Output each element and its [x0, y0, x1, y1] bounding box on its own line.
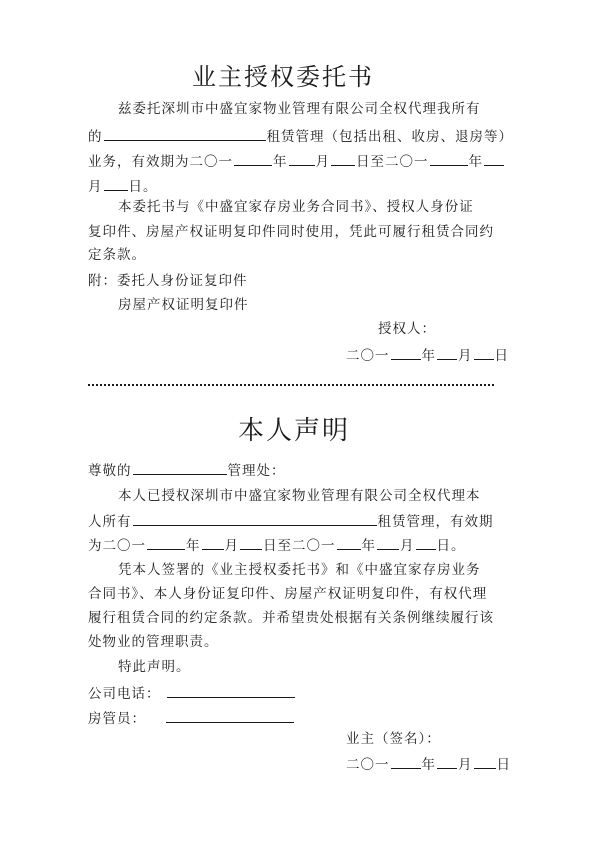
decl-start-month-blank[interactable] — [202, 535, 224, 550]
auth-line-2 — [88, 126, 513, 146]
salutation-line — [88, 460, 286, 480]
decl-line-2 — [88, 511, 494, 531]
end-month-blank[interactable] — [484, 151, 504, 166]
auth-para2-line-1: 本委托书与《中盛宜家存房业务合同书》、授权人身份证 — [118, 199, 474, 215]
company-phone-blank[interactable] — [167, 683, 295, 698]
decl-end-month-blank[interactable] — [377, 535, 399, 550]
decl-property-blank[interactable] — [133, 511, 377, 526]
month-label: 月 — [458, 348, 473, 364]
decl-day-to-text: 日至二〇一 — [263, 538, 336, 554]
date-prefix: 二〇一 — [346, 757, 390, 773]
decl-line-2-pre: 人所有 — [88, 514, 132, 530]
month-label: 月 — [315, 154, 330, 170]
auth-line-1: 兹委托深圳市中盛宜家物业管理有限公司全权代理我所有 — [118, 101, 481, 117]
end-year-blank[interactable] — [430, 151, 468, 166]
management-office-blank[interactable] — [133, 460, 227, 475]
decl-para2-line-1: 凭本人签署的《业主授权委托书》和《中盛宜家存房业务 — [118, 562, 481, 578]
decl-validity-text: 为二〇一 — [88, 538, 146, 554]
company-phone-label: 公司电话： — [88, 686, 161, 702]
authorizer-signature-label: 授权人： — [378, 321, 436, 337]
auth-line-2-post: 租赁管理（包括出租、收房、退房等） — [266, 129, 513, 145]
year-label: 年 — [421, 348, 436, 364]
owner-signature-label: 业主（签名）： — [346, 731, 441, 747]
closing-remark: 特此声明。 — [118, 659, 191, 675]
decl-para2-line-2: 合同书》、本人身份证复印件、房屋产权证明复印件，有权代理 — [88, 586, 488, 602]
decl-sign-month-blank[interactable] — [437, 754, 457, 769]
end-day-blank[interactable] — [104, 176, 128, 191]
decl-line-2-post: 租赁管理，有效期 — [377, 514, 494, 530]
month-label: 月 — [400, 538, 415, 554]
date-prefix: 二〇一 — [346, 348, 390, 364]
salutation-post: 管理处： — [227, 463, 286, 479]
decl-line-1: 本人已授权深圳市中盛宜家物业管理有限公司全权代理本 — [118, 488, 481, 504]
sign-year-blank[interactable] — [391, 345, 421, 360]
salutation-pre: 尊敬的 — [88, 463, 132, 479]
decl-start-year-blank[interactable] — [147, 535, 185, 550]
decl-end-year-blank[interactable] — [337, 535, 361, 550]
start-month-blank[interactable] — [289, 151, 315, 166]
validity-text: 业务，有效期为二〇一 — [88, 154, 233, 170]
year-label: 年 — [273, 154, 288, 170]
day-end-label: 日。 — [436, 538, 466, 554]
authorization-title: 业主授权委托书 — [192, 63, 374, 91]
declaration-title: 本人声明 — [238, 416, 351, 446]
company-phone-row — [88, 683, 296, 703]
year-label: 年 — [186, 538, 201, 554]
day-label: 日 — [494, 348, 509, 364]
property-manager-blank[interactable] — [166, 708, 294, 723]
year-label: 年 — [361, 538, 376, 554]
sign-month-blank[interactable] — [437, 345, 457, 360]
auth-line-2-pre: 的 — [88, 129, 103, 145]
auth-date-line — [346, 345, 509, 365]
start-day-blank[interactable] — [331, 151, 355, 166]
day-to-text: 日至二〇一 — [356, 154, 429, 170]
month-label: 月 — [88, 179, 103, 195]
decl-sign-year-blank[interactable] — [391, 754, 421, 769]
auth-para2-line-3: 定条款。 — [88, 247, 146, 263]
attachment-item-2: 房屋产权证明复印件 — [118, 297, 249, 313]
decl-date-line — [346, 754, 511, 774]
month-label: 月 — [458, 757, 473, 773]
decl-para2-line-3: 履行租赁合同的约定条款。并希望贵处根据有关条例继续履行该 — [88, 610, 494, 626]
year-label: 年 — [468, 154, 483, 170]
year-label: 年 — [421, 757, 436, 773]
day-label: 日 — [496, 757, 511, 773]
decl-start-day-blank[interactable] — [240, 535, 262, 550]
property-manager-row — [88, 708, 295, 728]
month-label: 月 — [224, 538, 239, 554]
property-manager-label: 房管员： — [88, 711, 146, 727]
decl-para2-line-4: 处物业的管理职责。 — [88, 634, 219, 650]
auth-para2-line-2: 复印件、房屋产权证明复印件同时使用，凭此可履行租赁合同约 — [88, 224, 494, 240]
property-address-blank[interactable] — [104, 126, 266, 141]
cut-line-divider — [88, 384, 494, 386]
auth-validity-line — [88, 151, 505, 171]
auth-validity-line-end — [88, 176, 158, 196]
start-year-blank[interactable] — [234, 151, 272, 166]
decl-end-day-blank[interactable] — [416, 535, 436, 550]
decl-validity-line — [88, 535, 466, 555]
decl-sign-day-blank[interactable] — [474, 754, 496, 769]
sign-day-blank[interactable] — [474, 345, 494, 360]
attachment-list-label: 附：委托人身份证复印件 — [88, 273, 248, 289]
day-end-label: 日。 — [128, 179, 158, 195]
